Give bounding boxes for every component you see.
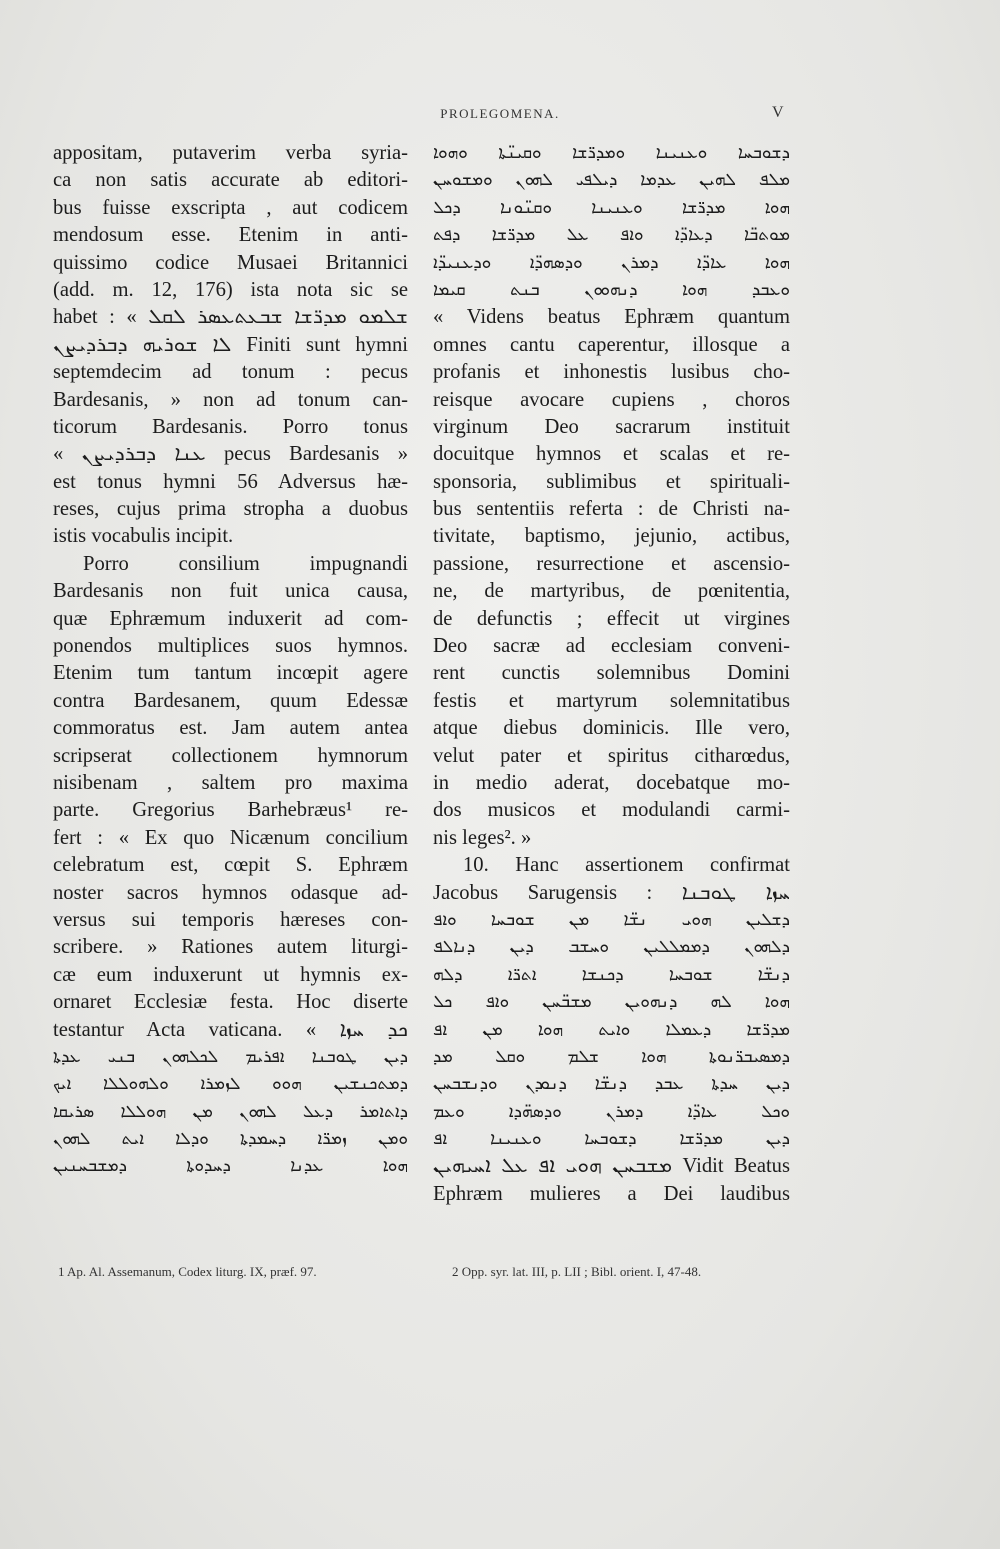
text-line: versus sui temporis hæreses con- [53,908,408,931]
text-line: ܗܘܐ ܠܗ ܕܢܗܘܝܢ ܡܫܒ̈ܚܢ ܘܐܦ ܟܠ [433,992,790,1013]
text-line: ca non satis accurate ab editori- [53,169,408,192]
page-number: V [772,104,784,121]
text-line: ܗܘܐ ܥܕܢܐ ܕܚܕܘܬܐ ܕܡܫܒܚܢܝܢ [53,1156,408,1177]
text-line: ne, de martyribus, de pœnitentia, [433,580,790,603]
text-line: ܘܟܠ ܥܐܕ̈ܐ ܕܡܪܢ ܘܕܣܗ̈ܕܐ ܘܥܡ [433,1101,790,1122]
text-line: in medio aderat, docebatque mo- [433,771,790,794]
text-line: ܡܠܦ ܠܗܝܢ ܥܕܡܐ ܕܝܠܦܝ ܠܗܘܢ ܘܡܫܘܚܢ [433,170,790,191]
text-line: noster sacros hymnos odasque ad- [53,881,408,904]
text-line: Porro consilium impugnandi [83,552,408,575]
text-line: ܠܐ ܫܘܪܝܗ ܕܒܪܕܝܨܢ Finiti sunt hymni [53,333,408,356]
text-line: ܕܡܣܝܒܪ̈ܢܘܬܐ ܗܘܐ ܫܠܡ ܘܩܠ ܡܕ [433,1046,790,1067]
text-line: ܕܫܘܒܚܐ ܘܥܢܝܢܐ ܘܡܕܪ̈ܫܐ ܘܩܝܢ̈ܬܐ ܘܗܘܐ [433,143,790,163]
text-line: ܘܥܒܕ ܗܘܐ ܕܢܗܘܘܢ ܒܢܬ ܩܝܡܐ [433,279,790,300]
text-line: ornaret Ecclesiæ festa. Hoc diserte [53,991,408,1014]
text-line: fert : « Ex quo Nicænum concilium [53,826,408,849]
text-line: Deo sacræ ad ecclesiam conveni- [433,635,790,658]
text-line: cæ eum induxerunt ut hymnis ex- [53,963,408,986]
text-line: ܕܫܠܝܢ ܗܘܝ ܢܫ̈ܐ ܡܢ ܫܘܒܚܐ ܘܐܦ [433,909,790,930]
text-line: sponsoria, sublimibus et spirituali- [433,470,790,493]
text-line: festis et martyrum solemnitatibus [433,689,790,712]
text-line: « Videns beatus Ephræm quantum [433,306,790,329]
text-line: virginum Deo sacrarum instituit [433,415,790,438]
text-line: Bardesanis non fuit unica causa, [53,580,408,603]
text-line: ܡܫܒܚܢ ܗܘܝ ܐܦ ܥܠ ܐܚܝܗܝܢ Vidit Beatus [433,1155,790,1178]
text-line: contra Bardesanem, quum Edessæ [53,689,408,712]
text-line: ܗܘܐ ܥܐܕ̈ܐ ܕܡܪܢ ܘܕܣܗܕ̈ܐ ܘܕܥܢܝܕ̈ܐ [433,252,790,273]
text-line: ܗܘܐ ܡܕܪ̈ܫܐ ܘܥܢܝܢܐ ܘܩܢ̈ܘܢܐ ܕܟܠ [433,197,790,218]
text-line: Ephræm mulieres a Dei laudibus [433,1182,790,1205]
text-line: testantur Acta vaticana. « ܟܕ ܚܙܐ [53,1018,408,1041]
text-line: ܕܡܬܟܢܫܝܢ ܗܘܘ ܠܙܡܪܐ ܘܠܗܘܠܠܐ ܐܝܟ [53,1074,408,1095]
text-line: « ܥܢܐ ܕܒܪܕܝܨܢ pecus Bardesanis » [53,443,408,466]
text-line: docuitque hymnos et scalas et re- [433,443,790,466]
left-column [53,140,408,1181]
text-line: ܡܕܪ̈ܫܐ ܕܥܡܠܐ ܘܐܝܬ ܗܘܐ ܡܢ ܐܦ [433,1019,790,1040]
text-line: rent cunctis solemnibus Domini [433,662,790,685]
text-line: ܕܢܫ̈ܐ ܫܘܒܚܐ ܕܟܢܫܐ ܐܬܪ̈ܐ ܕܠܗ [433,964,790,985]
text-line: ܕܝܢ ܡܕܪ̈ܫܐ ܕܫܘܒܚܐ ܘܥܢܝܢܐ ܐܦ [433,1129,790,1150]
text-line: velut pater et spiritus citharœdus, [433,744,790,767]
text-line: Bardesanis, » non ad tonum can- [53,388,408,411]
footnote-left: 1 Ap. Al. Assemanum, Codex liturg. IX, præf. 97. [58,1264,317,1279]
text-line: mendosum esse. Etenim in anti- [53,224,408,247]
text-line: passione, resurrectione et ascensio- [433,552,790,575]
text-line: quæ Ephræmum induxerit ad com- [53,607,408,630]
text-line: quissimo codice Musaei Britannici [53,251,408,274]
text-line: ܕܐܬܐܡܪ ܕܥܠ ܠܗܘܢ ܡܢ ܗܘܠܠܐ ܣܪܝܩܐ [53,1101,408,1122]
text-line: reses, cujus prima stropha a duobus [53,498,408,521]
text-line: celebratum est, cœpit S. Ephræm [53,854,408,877]
text-line: Jacobus Sarugensis : ܚܙܐ ܛܘܒܢܐ [433,881,790,904]
text-line: ܕܝܢ ܛܘܒܢܐ ܐܦܪܝܡ ܠܟܠܗܘܢ ܒܢܝ ܥܕܬܐ [53,1046,408,1067]
text-line: bus fuisse exscripta , aut codicem [53,196,408,219]
text-line: nis leges². » [433,826,532,849]
text-line: istis vocabulis incipit. [53,525,234,548]
text-line: ܕܝܢ ܚܕܬܐ ܥܒܕ ܕܢܫ̈ܐ ܕܢܘܕܢ ܘܕܢܫܒܚܢ [433,1074,790,1095]
text-line: nisibenam , saltem pro maxima [53,771,408,794]
text-line: Etenim tum tantum incœpit agere [53,662,408,685]
text-line: atque diebus dominicis. Ille vero, [433,717,790,740]
text-line: parte. Gregorius Barhebræus¹ re- [53,799,408,822]
text-line: ܕܠܗܘܢ ܕܡܡܠܠܝܢ ܘܚܫܒ ܕܝܢ ܕܢܐܠܦ [433,937,790,958]
text-line: 10. Hanc assertionem confirmat [463,854,790,877]
running-head [0,106,1000,130]
right-column [433,140,790,1208]
text-line: profanis et inhonestis lusibus cho- [433,361,790,384]
text-line: dos musicos et modulandi carmi- [433,799,790,822]
text-line: appositam, putaverim verba syria- [53,142,408,164]
text-line: septemdecim ad tonum : pecus [53,361,408,384]
text-line: habet : « ܫܠܡܘ ܡܕܪ̈ܫܐ ܫܒܥܬܥܣܪ ܠܩܠ [53,306,408,329]
text-line: ticorum Bardesanis. Porro tonus [53,415,408,438]
text-line: ponendos multiplices suos hymnos. [53,635,408,658]
text-line: tivitate, baptismo, jejunio, actibus, [433,525,790,548]
text-line: est tonus hymni 56 Adversus hæ- [53,470,408,493]
footnote-right: 2 Opp. syr. lat. III, p. LII ; Bibl. orient. I, 47-48. [452,1264,702,1279]
text-line: (add. m. 12, 176) ista nota sic se [53,278,408,301]
text-line: ܡܘܬܒ̈ܐ ܕܥܐܕ̈ܐ ܘܐܦ ܥܠ ܡܕܪ̈ܫܐ ܕܦܬ [433,225,790,246]
running-title: PROLEGOMENA. [440,106,560,121]
text-line: bus sententiis referta : de Christi na- [433,498,790,521]
text-line: scribere. » Rationes autem liturgi- [53,936,408,959]
text-line: reisque avocare cupiens , choros [433,388,790,411]
text-line: omnes cantu caperentur, illosque a [433,333,790,356]
text-line: scripserat collectionem hymnorum [53,744,408,767]
text-line: commoratus est. Jam autem antea [53,717,408,740]
text-line: ܘܡܢ ܙܡܪ̈ܐ ܕܚܡܕܬܐ ܘܕܠܐ ܐܝܬ ܠܗܘܢ [53,1129,408,1150]
text-line: de defunctis ; effecit ut virgines [433,607,790,630]
